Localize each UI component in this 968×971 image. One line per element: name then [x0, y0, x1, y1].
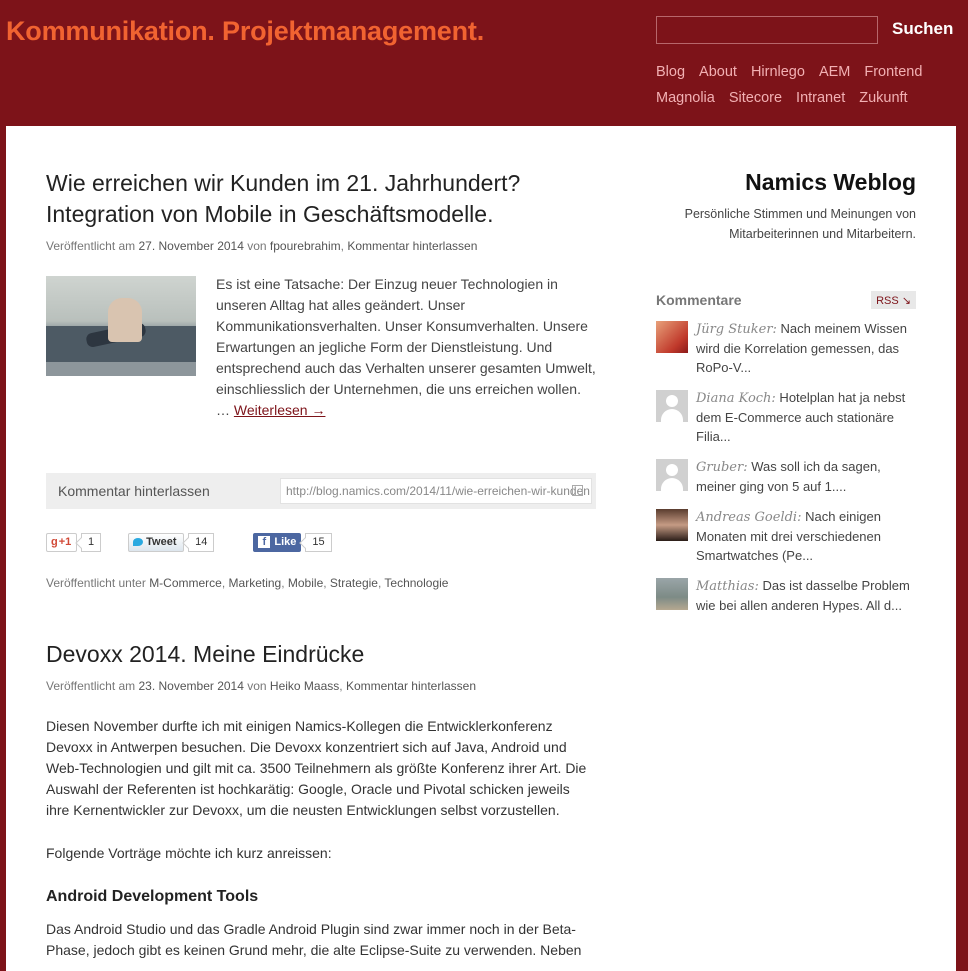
comments-widget-title: Kommentare: [656, 292, 742, 308]
post-title[interactable]: Devoxx 2014. Meine Eindrücke: [46, 641, 365, 667]
comment-author: Andreas Goeldi:: [696, 510, 802, 525]
comment-excerpt[interactable]: [696, 457, 916, 496]
nav-frontend[interactable]: Frontend: [864, 64, 923, 80]
comment-author: Jürg Stuker:: [696, 322, 777, 337]
nav-intranet[interactable]: Intranet: [796, 90, 846, 106]
tweet-count: 14: [188, 533, 214, 552]
comment-author: Diana Koch:: [696, 391, 776, 406]
nav-zukunft[interactable]: Zukunft: [859, 90, 908, 106]
comment-excerpt[interactable]: [696, 388, 916, 446]
top-navigation: [656, 62, 956, 108]
comment-link[interactable]: Kommentar hinterlassen: [345, 679, 477, 693]
cats-prefix: Veröffentlicht unter: [46, 576, 150, 590]
comment-text: Was soll ich da sagen, meiner ging von 5 auf 1....: [696, 459, 881, 494]
meta-by: von: [243, 679, 270, 693]
meta-prefix: Veröffentlicht am: [46, 679, 139, 693]
comment-excerpt[interactable]: [696, 576, 916, 615]
share-buttons: [46, 531, 596, 553]
post-title[interactable]: Wie erreichen wir Kunden im 21. Jahrhundert? Integration von Mobile in Geschäftsmodelle.: [46, 170, 521, 227]
avatar: [656, 390, 688, 422]
comments-widget-header: [656, 291, 916, 309]
twitter-bird-icon: [133, 538, 143, 546]
post-date-link[interactable]: 27. November 2014: [138, 239, 244, 253]
category-link[interactable]: Mobile: [287, 576, 324, 590]
list-item: [656, 319, 916, 377]
meta-sep: ,: [340, 239, 348, 253]
post-meta: [46, 678, 596, 694]
category-link[interactable]: Technologie: [384, 576, 449, 590]
comment-text: Das ist dasselbe Problem wie bei allen anderen Hypes. All d...: [696, 578, 910, 613]
site-title[interactable]: Kommunikation. Projektmanagement.: [6, 16, 484, 46]
rss-link[interactable]: RSS ↘: [871, 291, 916, 309]
author-link[interactable]: Heiko Maass: [269, 679, 340, 693]
comment-text: Hotelplan hat ja nebst dem E-Commerce auch stationäre Filia...: [696, 390, 906, 444]
tweet-button[interactable]: [128, 533, 184, 552]
nav-about[interactable]: About: [699, 64, 737, 80]
meta-sep: ,: [339, 679, 346, 693]
author-link[interactable]: fpourebrahim: [269, 239, 341, 253]
external-link-icon[interactable]: [572, 485, 583, 496]
category-link[interactable]: M-Commerce: [149, 576, 222, 590]
avatar: [656, 321, 688, 353]
nav-blog[interactable]: Blog: [656, 64, 686, 80]
excerpt-text: [216, 274, 596, 421]
shortlink-field[interactable]: [280, 478, 592, 504]
list-item: [656, 388, 916, 446]
blog-description: Persönliche Stimmen und Meinungen von Mitarbeiterinnen und Mitarbeitern.: [684, 207, 916, 241]
facebook-like-button[interactable]: [253, 533, 301, 552]
search-input[interactable]: [656, 16, 878, 44]
main-content-area: [6, 126, 956, 971]
post-thumbnail[interactable]: [46, 276, 196, 376]
list-item: [656, 507, 916, 565]
post-meta: [46, 238, 596, 254]
like-count: 15: [305, 533, 331, 552]
post-date-link[interactable]: 23. November 2014: [138, 679, 244, 693]
comment-excerpt[interactable]: [696, 319, 916, 377]
nav-hirnlego[interactable]: Hirnlego: [750, 64, 805, 80]
shortlink-text: http://blog.namics.com/2014/11/wie-erreichen-wir-kunden: [286, 484, 590, 498]
meta-by: von: [243, 239, 270, 253]
list-item: [656, 576, 916, 615]
category-link[interactable]: Marketing: [228, 576, 282, 590]
post-excerpt: [46, 276, 596, 421]
comment-author: Gruber:: [696, 460, 748, 475]
comment-text: Nach einigen Monaten mit drei verschiedenen Smartwatches (Pe...: [696, 509, 881, 563]
paragraph: Folgende Vorträge möchte ich kurz anreissen:: [46, 845, 332, 861]
avatar: [656, 459, 688, 491]
gplus-icon: g: [51, 536, 58, 548]
avatar: [656, 578, 688, 610]
facebook-icon: f: [258, 536, 270, 548]
like-label: Like: [274, 536, 297, 548]
post-body: [46, 716, 596, 961]
blog-name: Namics Weblog: [745, 169, 916, 195]
comment-bar: [46, 473, 596, 509]
comment-excerpt[interactable]: [696, 507, 916, 565]
recent-comments-list: [656, 319, 916, 615]
section-heading: Android Development Tools: [46, 888, 259, 905]
read-more-link[interactable]: Weiterlesen →: [233, 402, 326, 418]
paragraph: Das Android Studio und das Gradle Android Plugin sind zwar immer noch in der Beta-Phase, jedoch gibt es keinen Grund mehr, die alte Eclipse-Suite zu verwenden. Neben: [46, 921, 582, 958]
meta-prefix: Veröffentlicht am: [46, 239, 139, 253]
category-link[interactable]: Strategie: [329, 576, 378, 590]
comment-author: Matthias:: [696, 579, 759, 594]
gplus-count: 1: [81, 533, 101, 552]
tweet-label: Tweet: [146, 536, 177, 548]
comment-link[interactable]: Kommentar hinterlassen: [347, 239, 478, 253]
search-button[interactable]: Suchen: [892, 19, 954, 38]
sidebar: [656, 126, 916, 626]
gplus-button[interactable]: [46, 533, 77, 552]
comment-bar-label[interactable]: Kommentar hinterlassen: [58, 483, 210, 499]
post-column: [46, 126, 596, 971]
comment-text: Nach meinem Wissen wird die Korrelation gemessen, das RoPo-V...: [696, 321, 907, 375]
excerpt-body: Es ist eine Tatsache: Der Einzug neuer Technologien in unseren Alltag hat alles geändert. Unser Kommunikationsverhalten. Unser Konsumverhalten. Unsere Erwartungen an jegliche Form der Dienstleistung. Und entsprechend auch das Verhalten unserer gesamten Umwelt, einschliesslich der Unternehmen, die uns erreichen wollen. …: [216, 276, 596, 418]
gplus-label: +1: [58, 536, 72, 548]
avatar: [656, 509, 688, 541]
paragraph: Diesen November durfte ich mit einigen Namics-Kollegen die Entwicklerkonferenz Devoxx in Antwerpen besuchen. Die Devoxx konzentriert sich auf Java, Android und Web-Technologien und gilt mit ca. 3500 Teilnehmern als größte Konferenz ihrer Art. Die Auswahl der Referenten ist hochkarätig: Google, Oracle und Pivotal schicken jeweils ihre Kernentwickler zur Devoxx, um die neusten Entwicklungen selbst vorzustellen.: [46, 718, 587, 818]
list-item: [656, 457, 916, 496]
nav-aem[interactable]: AEM: [818, 64, 851, 80]
nav-sitecore[interactable]: Sitecore: [728, 90, 783, 106]
nav-magnolia[interactable]: Magnolia: [656, 90, 715, 106]
post-categories: Veröffentlicht unter M-Commerce, Marketing, Mobile, Strategie, Technologie: [46, 576, 449, 590]
